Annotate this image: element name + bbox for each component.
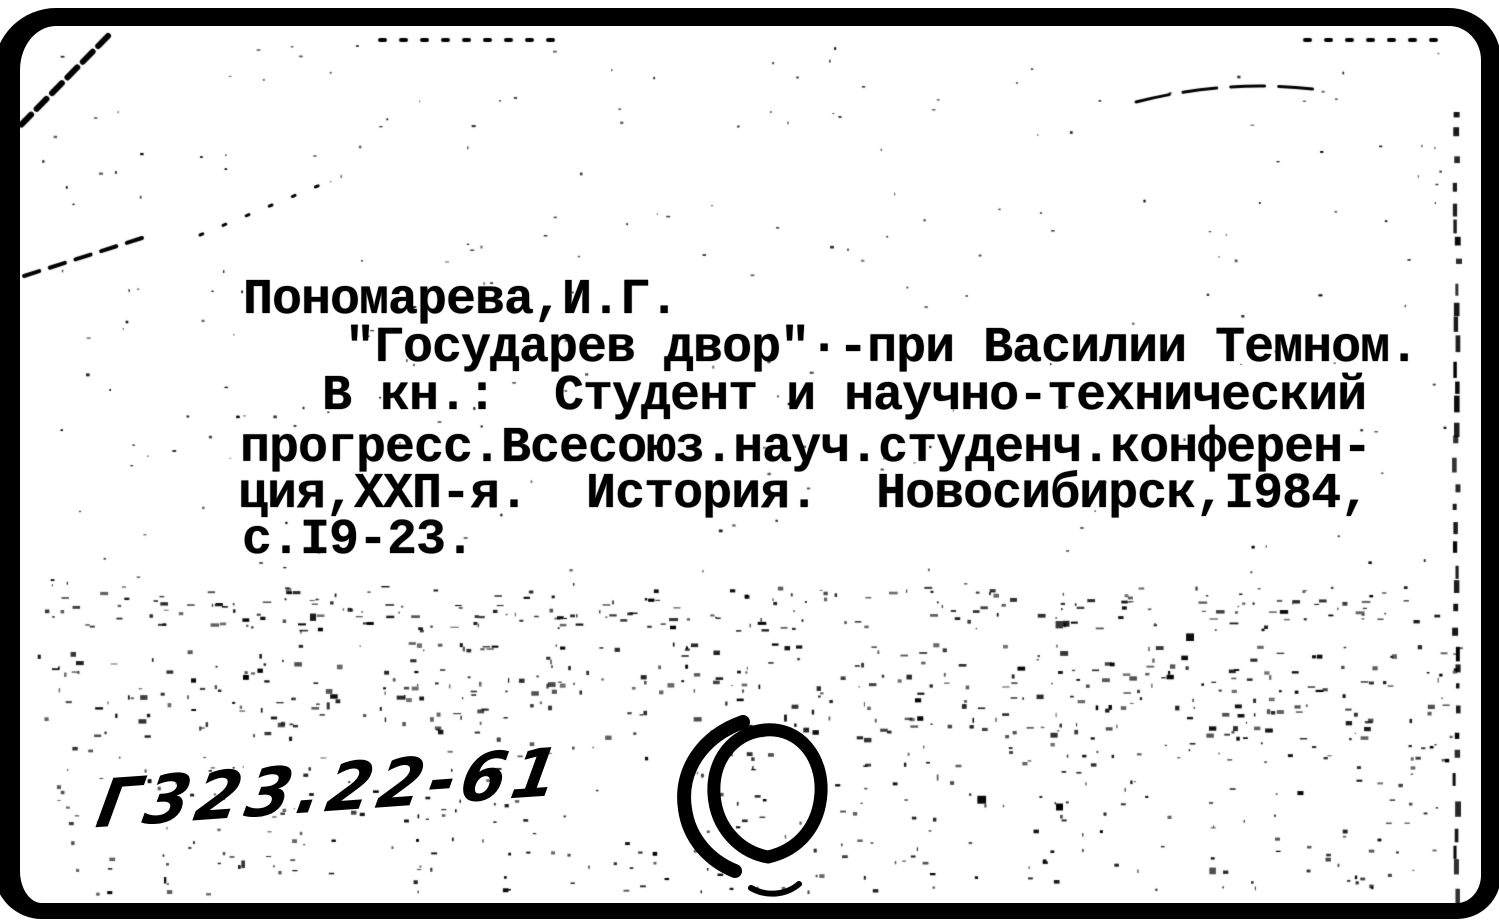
stamp-circle-icon (653, 710, 868, 905)
line-source-1: В кн.: Студент и научно-технический (322, 368, 1367, 425)
line-author: Пономарева,И.Г. (243, 272, 679, 329)
line-title: "Государев двор"·-при Василии Темном. (345, 320, 1419, 377)
line-source-2: прогресс.Всесоюз.науч.студенч.конферен- (240, 420, 1372, 477)
call-number: Г323.22-61 (91, 732, 570, 844)
line-source-3: ция,ХХП-я. История. Новосибирск,I984, (238, 466, 1370, 523)
line-pages: с.I9-23. (242, 512, 475, 569)
